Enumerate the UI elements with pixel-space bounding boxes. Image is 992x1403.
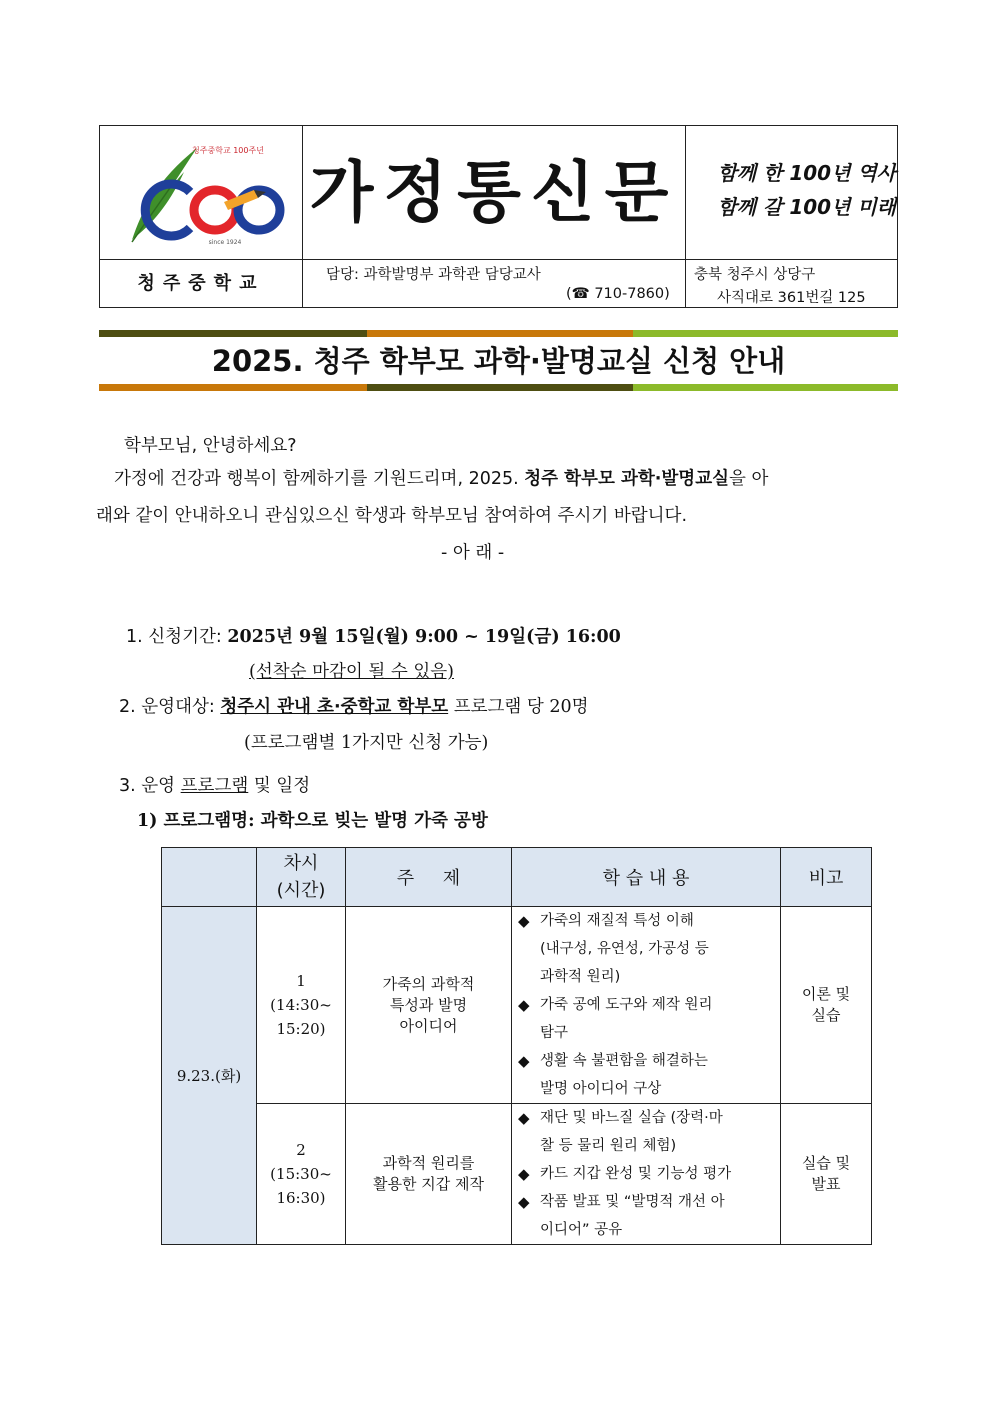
topic-line: 아이디어 bbox=[399, 1016, 458, 1035]
table-row bbox=[162, 1104, 872, 1245]
greeting: 학부모님, 안녕하세요? bbox=[124, 436, 297, 456]
topic-cell bbox=[346, 1104, 512, 1245]
session-number: 2 bbox=[296, 1141, 306, 1159]
school-100th-logo bbox=[112, 140, 292, 250]
table-row bbox=[162, 907, 872, 1104]
content-line: 발명 아이디어 구상 bbox=[540, 1081, 662, 1097]
logo-caption-top: 청주중학교 100주년 bbox=[192, 146, 264, 155]
table-header-row bbox=[162, 848, 872, 907]
header-content: 학 습 내 용 bbox=[512, 848, 781, 907]
target-note: (프로그램별 1가지만 신청 가능) bbox=[244, 733, 489, 753]
diamond-bullet-icon: ◆ bbox=[518, 1109, 530, 1127]
slogan bbox=[686, 156, 896, 224]
content-line: 가죽의 재질적 특성 이해 bbox=[540, 913, 694, 929]
header-session bbox=[257, 848, 346, 907]
session-time: 16:30) bbox=[276, 1189, 326, 1207]
content-cell bbox=[512, 1104, 781, 1245]
topic-line: 특성과 발명 bbox=[389, 995, 468, 1014]
note-line: 발표 bbox=[811, 1175, 841, 1193]
header-box bbox=[99, 125, 898, 308]
note-line: 실습 bbox=[811, 1006, 841, 1024]
target bbox=[119, 694, 589, 720]
note-text: (선착순 마감이 될 수 있음) bbox=[249, 662, 454, 682]
note-line: 이론 및 bbox=[801, 985, 851, 1003]
intro-text: 가정에 건강과 행복이 함께하기를 기원드리며, 2025. bbox=[114, 469, 525, 489]
header-text: 차시 bbox=[283, 853, 319, 874]
content-line: 생활 속 불편함을 해결하는 bbox=[540, 1053, 708, 1069]
note-line: 실습 및 bbox=[801, 1154, 851, 1172]
item-label: 2. 운영대상: bbox=[119, 697, 221, 717]
intro-text: 을 아 bbox=[729, 469, 769, 489]
content-line: (내구성, 유연성, 가공성 등 bbox=[540, 941, 709, 957]
session-cell bbox=[257, 1104, 346, 1245]
session-time: (15:30~ bbox=[270, 1165, 332, 1183]
contact-phone: (☎ 710-7860) bbox=[566, 286, 670, 302]
date-cell: 9.23.(화) bbox=[162, 907, 257, 1245]
note-cell bbox=[781, 907, 872, 1104]
schedule-table bbox=[161, 847, 872, 1245]
diamond-bullet-icon: ◆ bbox=[518, 1193, 530, 1211]
content-line: 이디어” 공유 bbox=[540, 1222, 623, 1238]
program-schedule-heading bbox=[119, 773, 310, 799]
topic-line: 활용한 지갑 제작 bbox=[373, 1175, 484, 1193]
content-item bbox=[518, 1160, 776, 1188]
header-note: 비고 bbox=[781, 848, 872, 907]
session-cell bbox=[257, 907, 346, 1104]
content-item bbox=[518, 1188, 776, 1244]
content-line: 과학적 원리) bbox=[540, 969, 621, 985]
topic-line: 가죽의 과학적 bbox=[382, 974, 475, 993]
content-cell bbox=[512, 907, 781, 1104]
target-capacity: 프로그램 당 20명 bbox=[448, 697, 589, 717]
item-label: 및 일정 bbox=[248, 776, 311, 796]
header-text: (시간) bbox=[276, 880, 326, 901]
diamond-bullet-icon: ◆ bbox=[518, 1165, 530, 1183]
content-item bbox=[518, 991, 776, 1047]
diamond-bullet-icon: ◆ bbox=[518, 912, 530, 930]
banner-bottom-band bbox=[99, 384, 898, 391]
topic-cell bbox=[346, 907, 512, 1104]
content-line: 탐구 bbox=[540, 1025, 569, 1041]
header-topic: 주 제 bbox=[346, 848, 512, 907]
item-label: 3. 운영 bbox=[119, 776, 181, 796]
notice-title: 2025. 청주 학부모 과학·발명교실 신청 안내 bbox=[211, 344, 786, 378]
intro-line: 래와 같이 안내하오니 관심있으신 학생과 학부모님 참여하여 주시기 바랍니다. bbox=[96, 506, 688, 526]
diamond-bullet-icon: ◆ bbox=[518, 1052, 530, 1070]
logo-caption-bottom: since 1924 bbox=[208, 239, 242, 246]
underlined-text: 프로그램 bbox=[180, 776, 249, 796]
slogan-line: 함께 한 100년 역사 bbox=[717, 161, 896, 185]
apply-period bbox=[126, 624, 621, 650]
banner-top-band bbox=[99, 330, 898, 337]
session-time: (14:30~ bbox=[270, 996, 332, 1014]
program-title-bold: 청주 학부모 과학·발명교실 bbox=[524, 469, 730, 489]
below-heading: - 아 래 - bbox=[441, 543, 505, 563]
apply-period-value: 2025년 9월 15일(월) 9:00 ~ 19일(금) 16:00 bbox=[227, 627, 621, 647]
content-item bbox=[518, 907, 776, 991]
apply-period-note bbox=[249, 659, 454, 685]
slogan-line: 함께 갈 100년 미래 bbox=[717, 195, 896, 219]
content-line: 작품 발표 및 “발명적 개선 아 bbox=[540, 1194, 725, 1210]
document-title: 가정통신문 bbox=[309, 154, 679, 231]
target-value: 청주시 관내 초·중학교 학부모 bbox=[220, 697, 449, 717]
address-line: 충북 청주시 상당구 bbox=[694, 267, 816, 283]
contact-person: 담당: 과학발명부 과학관 담당교사 bbox=[326, 267, 541, 283]
session-number: 1 bbox=[296, 972, 306, 990]
program-name: 1) 프로그램명: 과학으로 빚는 발명 가죽 공방 bbox=[137, 811, 488, 831]
school-name: 청주중학교 bbox=[137, 273, 265, 294]
content-item bbox=[518, 1104, 776, 1160]
header-cell bbox=[162, 848, 257, 907]
session-time: 15:20) bbox=[276, 1020, 326, 1038]
content-line: 가죽 공예 도구와 제작 원리 bbox=[540, 997, 713, 1013]
content-line: 카드 지갑 완성 및 기능성 평가 bbox=[540, 1166, 732, 1182]
diamond-bullet-icon: ◆ bbox=[518, 996, 530, 1014]
note-cell bbox=[781, 1104, 872, 1245]
address-line: 사직대로 361번길 125 bbox=[717, 290, 866, 306]
topic-line: 과학적 원리를 bbox=[382, 1154, 475, 1172]
content-line: 찰 등 물리 원리 체험) bbox=[540, 1138, 677, 1154]
content-item bbox=[518, 1047, 776, 1103]
item-label: 1. 신청기간: bbox=[126, 627, 228, 647]
intro-line bbox=[114, 466, 898, 492]
content-line: 재단 및 바느질 실습 (장력·마 bbox=[540, 1110, 723, 1126]
